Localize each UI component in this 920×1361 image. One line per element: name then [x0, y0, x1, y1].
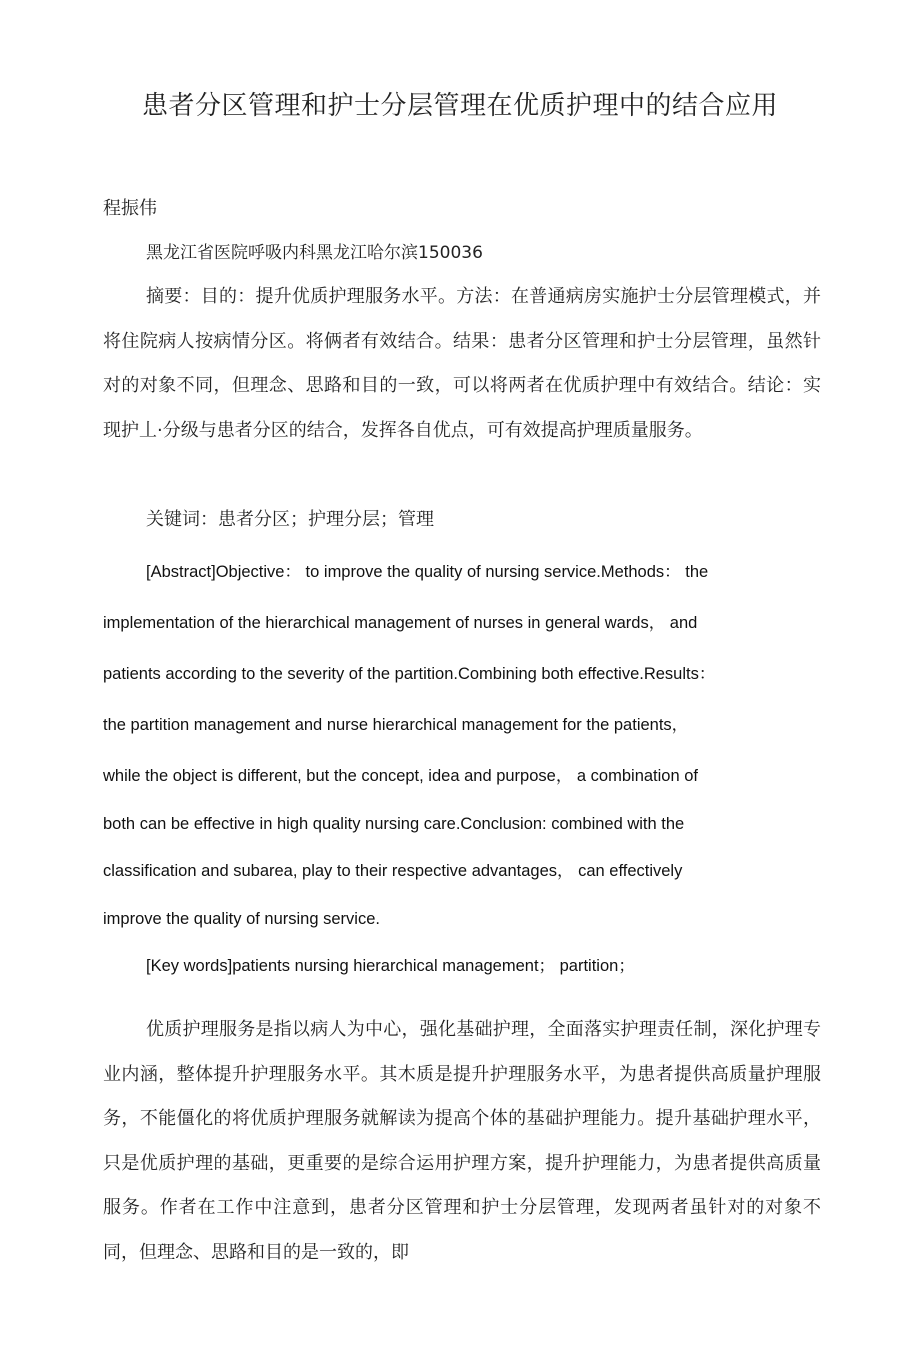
abstract-english-line: [Abstract]Objective： to improve the quality of nursing service.Methods： the — [146, 563, 709, 581]
abstract-english-line: implementation of the hierarchical management of nurses in general wards， and — [103, 614, 698, 632]
abstract-english-line: classification and subarea, play to their respective advantages， can effectively — [103, 862, 683, 880]
abstract-english-line: improve the quality of nursing service. — [103, 910, 380, 928]
keywords-english: [Key words]patients nursing hierarchical management； partition； — [146, 957, 635, 975]
abstract-english-line: both can be effective in high quality nursing care.Conclusion: combined with the — [103, 815, 685, 833]
keywords-chinese: 关键词：患者分区；护理分层；管理 — [146, 509, 434, 530]
author-affiliation: 黑龙江省医院呼吸内科黑龙江哈尔滨150036 — [146, 243, 483, 263]
abstract-english-line: the partition management and nurse hierarchical management for the patients， — [103, 716, 689, 734]
abstract-english-line: while the object is different, but the concept, idea and purpose， a combination of — [103, 767, 698, 785]
paper-title: 患者分区管理和护士分层管理在优质护理中的结合应用 — [141, 91, 778, 121]
abstract-english-line: patients according to the severity of the partition.Combining both effective.Results： — [103, 665, 716, 683]
abstract-chinese: 摘要：目的：提升优质护理服务水平。方法：在普通病房实施护士分层管理模式，并将住院病人按病情分区。将俩者有效结合。结果：患者分区管理和护士分层管理，虽然针对的对象不同，但理念、思路和目的一致，可以将两者在优质护理中有效结合。结论：实现护丄·分级与患者分区的结合，发挥各自优点，可有效提高护理质量服务。 — [103, 286, 821, 441]
body-paragraph: 优质护理服务是指以病人为中心，强化基础护理，全面落实护理责任制，深化护理专业内涵，整体提升护理服务水平。其木质是提升护理服务水平，为患者提供高质量护理服务，不能僵化的将优质护理服务就解读为提高个体的基础护理能力。提升基础护理水平，只是优质护理的基础，更重要的是综合运用护理方案，提升护理能力，为患者提供高质量服务。作者在工作中注意到，患者分区管理和护士分层管理，发现两者虽针对的对象不同，但理念、思路和目的是一致的，即 — [103, 1019, 821, 1263]
author-name: 程振伟 — [103, 198, 157, 219]
